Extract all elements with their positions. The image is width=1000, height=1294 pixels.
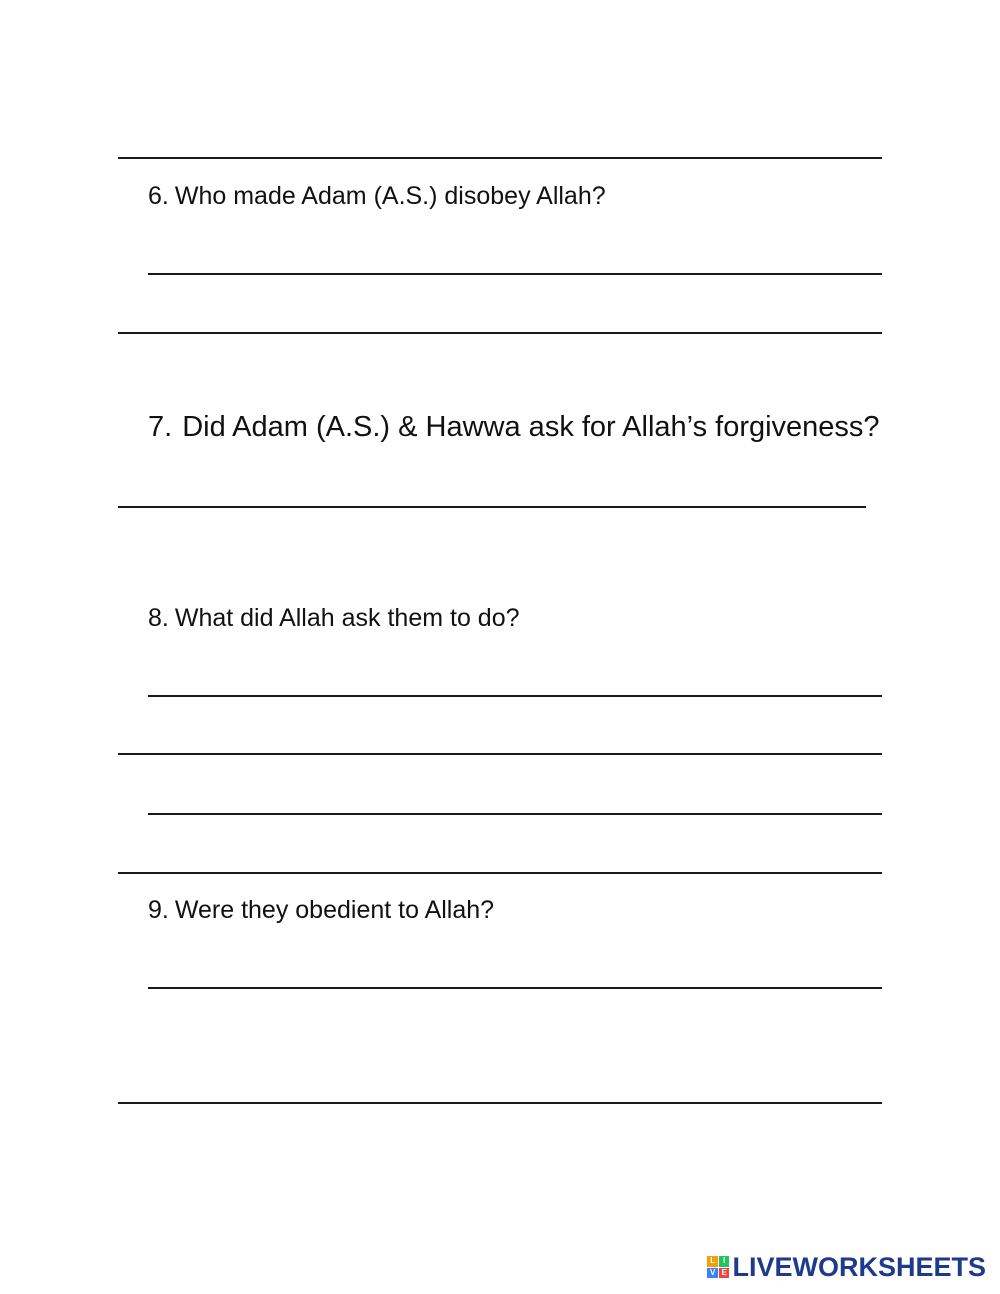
answer-line[interactable] bbox=[118, 157, 882, 159]
answer-line[interactable] bbox=[148, 987, 882, 989]
answer-line[interactable] bbox=[148, 273, 882, 275]
question-number: 6. bbox=[148, 182, 169, 210]
logo-mark-cell: V bbox=[707, 1268, 718, 1279]
liveworksheets-logo bbox=[707, 1251, 986, 1282]
question-text: Who made Adam (A.S.) disobey Allah? bbox=[174, 182, 606, 210]
question-6 bbox=[148, 181, 606, 211]
question-7 bbox=[148, 410, 880, 444]
logo-mark-cell: I bbox=[719, 1256, 730, 1267]
logo-mark-icon bbox=[707, 1256, 729, 1278]
question-number: 9. bbox=[148, 896, 169, 924]
logo-mark-cell: E bbox=[719, 1268, 730, 1279]
question-number: 7. bbox=[148, 411, 173, 443]
logo-mark-cell: L bbox=[707, 1256, 718, 1267]
question-number: 8. bbox=[148, 604, 169, 632]
answer-line[interactable] bbox=[148, 695, 882, 697]
answer-line[interactable] bbox=[148, 813, 882, 815]
answer-line[interactable] bbox=[118, 506, 866, 508]
question-9 bbox=[148, 895, 494, 925]
answer-line[interactable] bbox=[118, 872, 882, 874]
answer-line[interactable] bbox=[118, 332, 882, 334]
question-text: Were they obedient to Allah? bbox=[174, 896, 495, 924]
question-8 bbox=[148, 603, 520, 633]
logo-text: LIVEWORKSHEETS bbox=[732, 1251, 986, 1282]
answer-line[interactable] bbox=[118, 753, 882, 755]
question-text: Did Adam (A.S.) & Hawwa ask for Allah’s forgiveness? bbox=[182, 411, 880, 443]
answer-line[interactable] bbox=[118, 1102, 882, 1104]
question-text: What did Allah ask them to do? bbox=[174, 604, 520, 632]
